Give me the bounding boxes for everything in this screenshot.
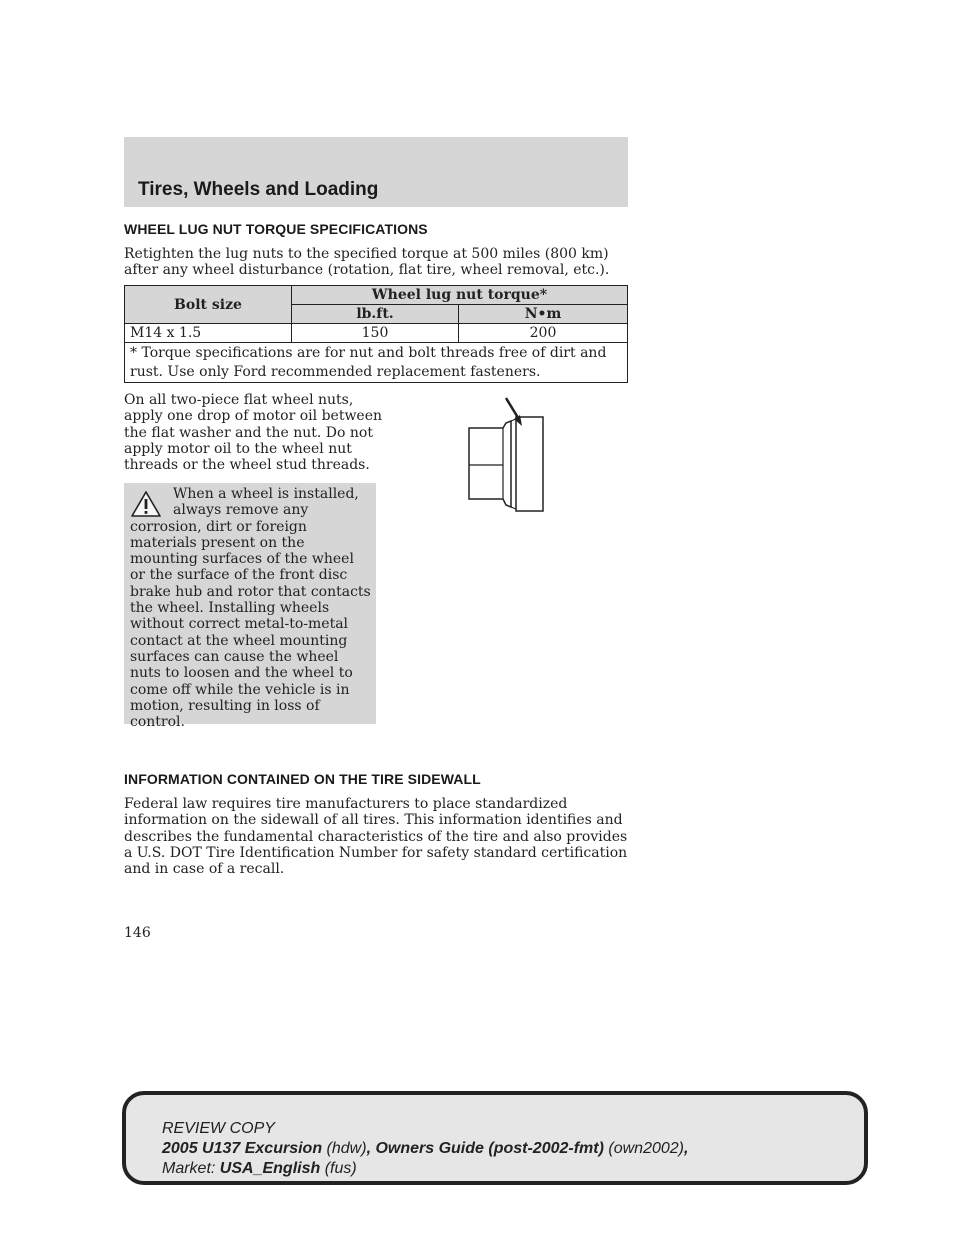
lbft-unit-header: lb.ft. — [292, 305, 459, 324]
table-row — [125, 324, 628, 343]
lug-nut-oil-paragraph: On all two-piece flat wheel nuts, apply one drop of motor oil between the flat washer and the nut. Do not apply motor oil to the wheel nut threads or the wheel stud threads. — [124, 392, 383, 474]
table-footnote-row — [125, 343, 628, 383]
footer-line-3 — [162, 1159, 688, 1179]
footer-model: 2005 U137 Excursion — [162, 1140, 323, 1157]
footer-market-code: (fus) — [324, 1160, 357, 1177]
footer-model-code: (hdw) — [326, 1140, 367, 1157]
page-title: Tires, Wheels and Loading — [138, 179, 379, 200]
review-copy-footer — [122, 1091, 868, 1185]
footer-text — [162, 1119, 688, 1179]
torque-table — [124, 285, 628, 383]
section-header-band — [124, 137, 628, 207]
warning-text-block — [130, 486, 372, 730]
footer-market-label: Market: — [162, 1160, 216, 1177]
footer-guide-code: (own2002) — [608, 1140, 684, 1157]
warning-box — [124, 483, 376, 731]
page-number: 146 — [124, 925, 151, 941]
bolt-size-cell: M14 x 1.5 — [125, 324, 292, 343]
lug-nut-diagram — [462, 393, 548, 515]
nm-value-cell: 200 — [459, 324, 628, 343]
tire-sidewall-paragraph: Federal law requires tire manufacturers to place standardized information on the sidewall of all tires. This information identifies and describes the fundamental characteristics of the tire and also provides a U.S. DOT Tire Identification Number for safety standard certification and in case of a recall. — [124, 796, 628, 878]
table-header-row — [125, 286, 628, 305]
nm-unit-header: N•m — [459, 305, 628, 324]
torque-intro-paragraph: Retighten the lug nuts to the specified torque at 500 miles (800 km) after any wheel disturbance (rotation, flat tire, wheel removal, etc.). — [124, 246, 610, 279]
tire-sidewall-heading: INFORMATION CONTAINED ON THE TIRE SIDEWALL — [124, 771, 481, 787]
footer-line-1: REVIEW COPY — [162, 1120, 275, 1137]
torque-header: Wheel lug nut torque* — [292, 286, 628, 305]
footer-line-2 — [162, 1139, 688, 1159]
footer-market: USA_English — [219, 1160, 321, 1177]
footer-guide: , Owners Guide (post-2002-fmt) — [366, 1140, 604, 1157]
icon-spacer — [130, 486, 173, 516]
bolt-size-header: Bolt size — [125, 286, 292, 324]
lbft-value-cell: 150 — [292, 324, 459, 343]
warning-text: When a wheel is installed, always remove any corrosion, dirt or foreign materials present on the mounting surfaces of the wheel or the surface of the front disc brake hub and rotor that contacts the wheel. Installing wheels without correct metal-to-metal contact at the wheel mounting surfaces can cause the wheel nuts to loosen and the wheel to come off while the vehicle is in motion, resulting in loss of control. — [130, 486, 371, 731]
footer-comma: , — [684, 1140, 689, 1157]
torque-footnote: * Torque specifications are for nut and bolt threads free of dirt and rust. Use only Ford recommended replacement fasteners. — [125, 343, 628, 383]
torque-spec-heading: WHEEL LUG NUT TORQUE SPECIFICATIONS — [124, 221, 428, 237]
